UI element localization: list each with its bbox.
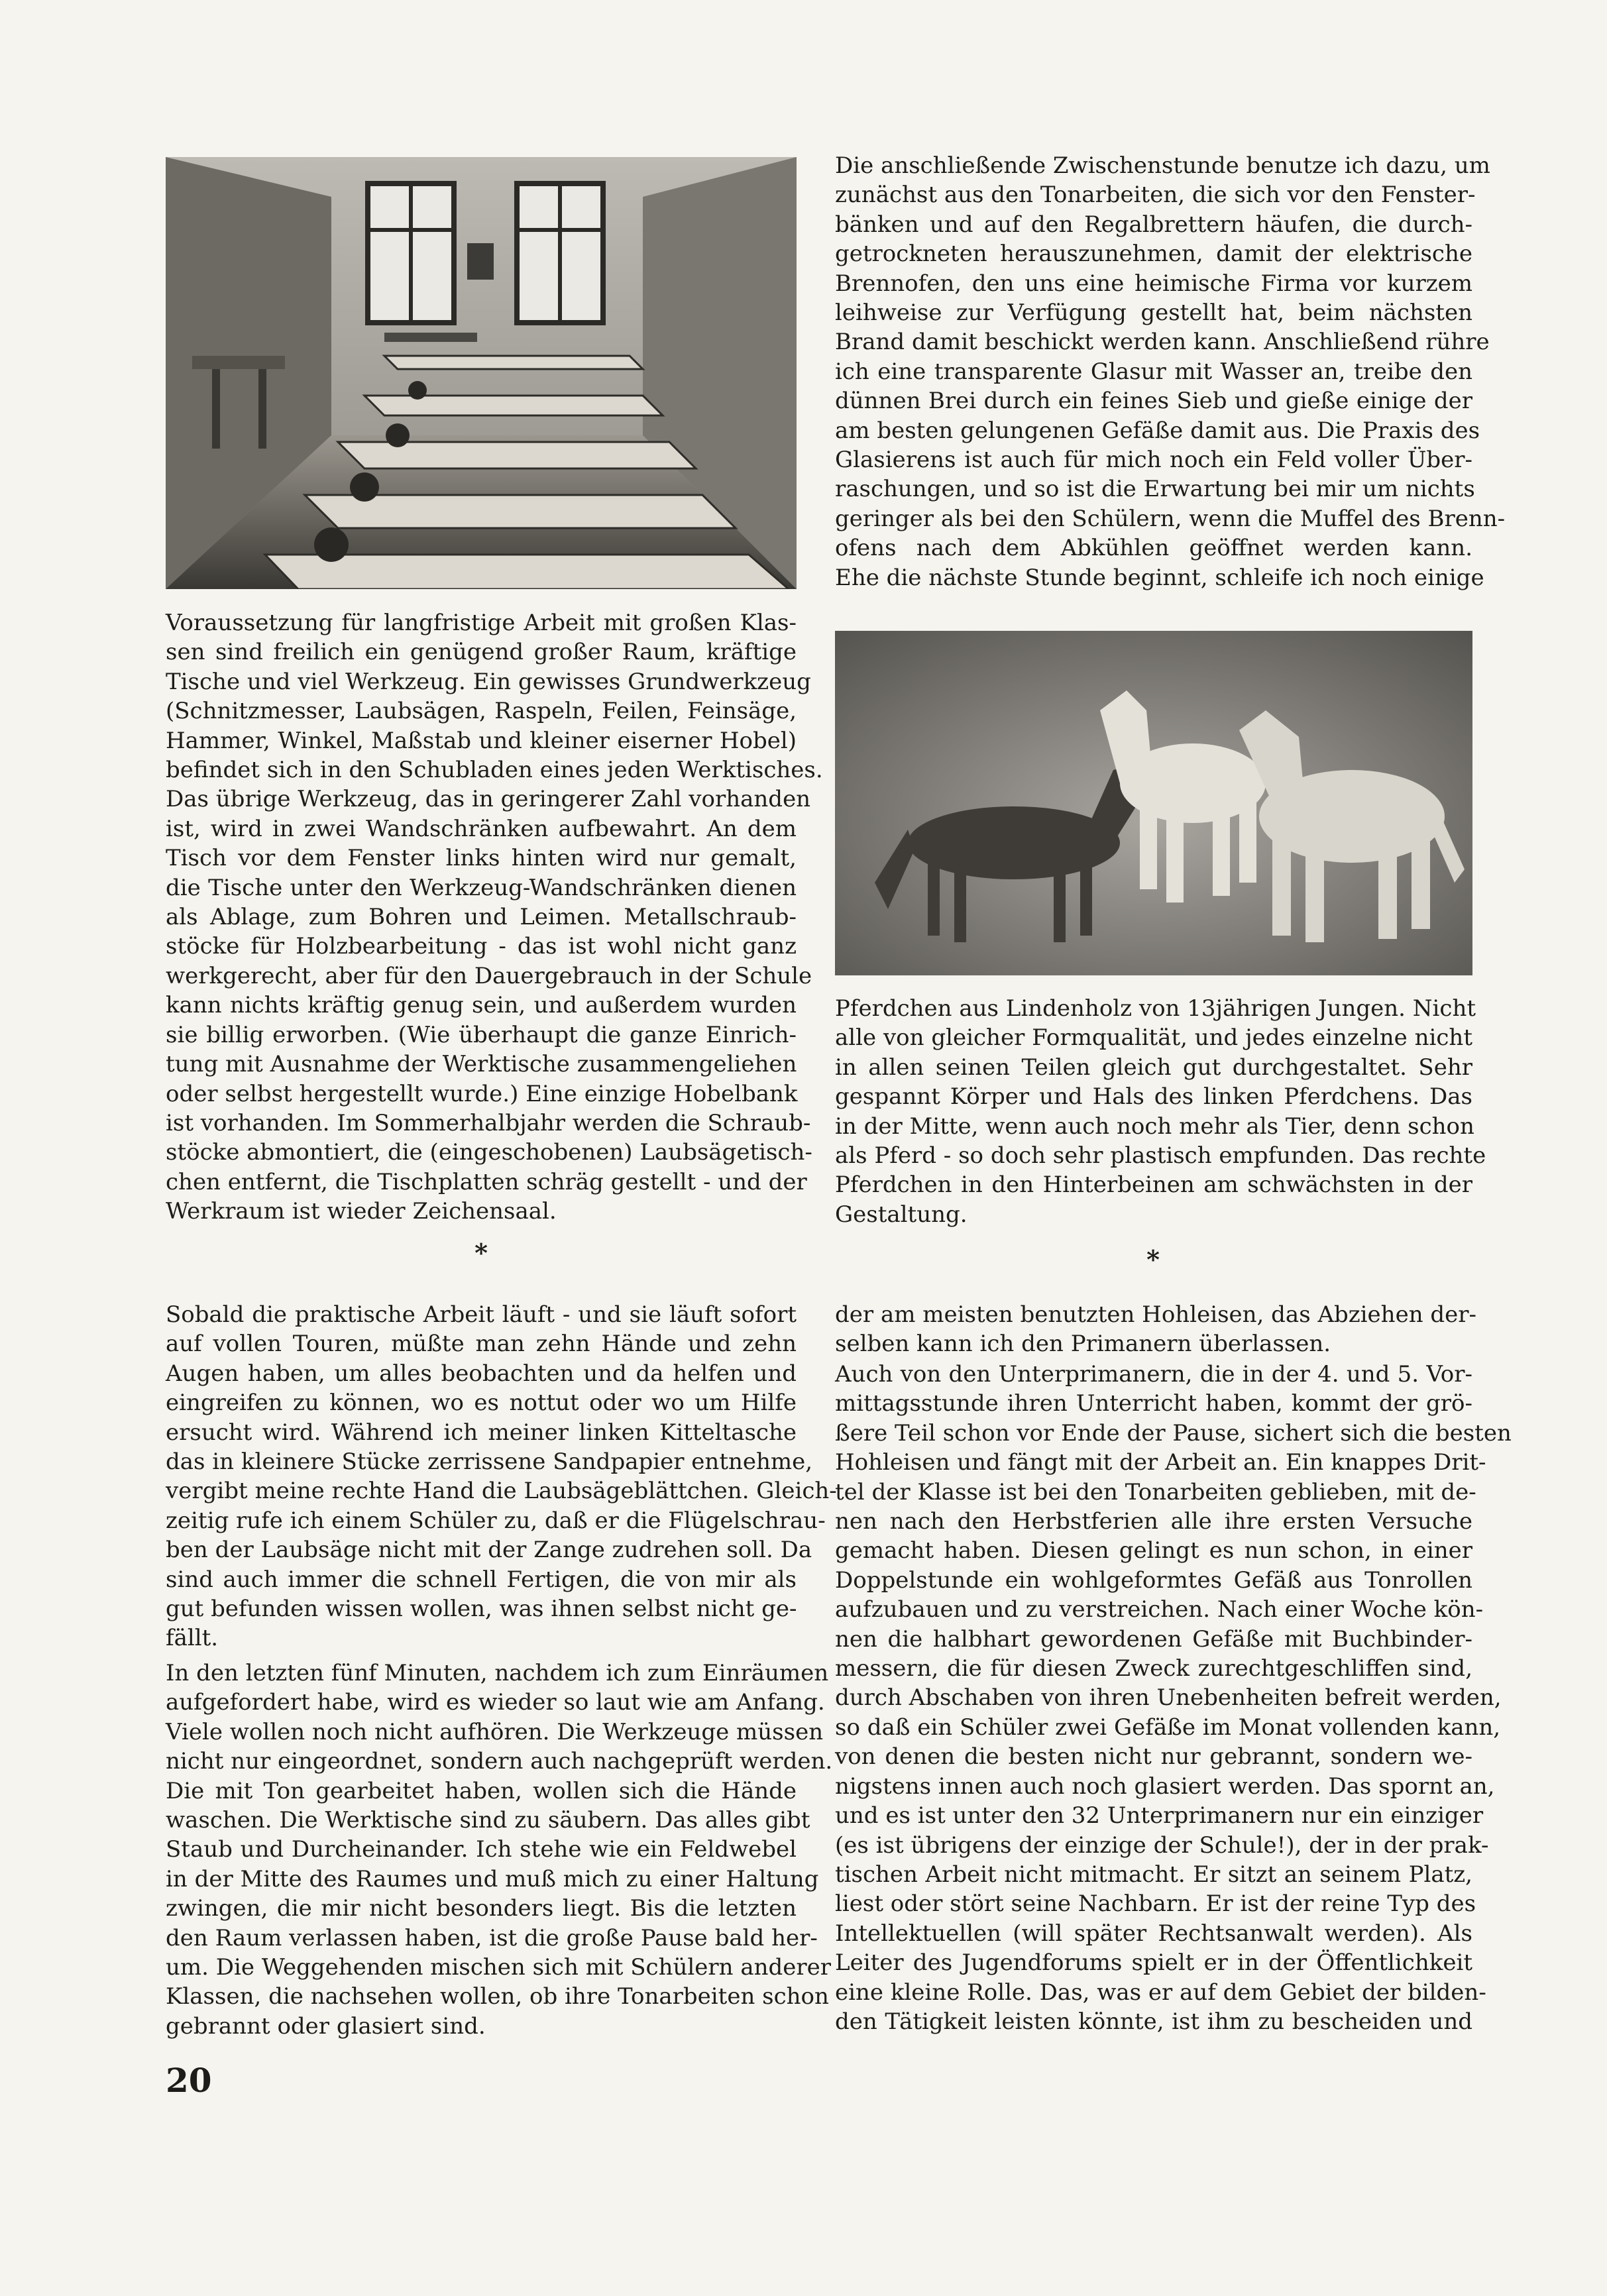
text-line: Viele wollen noch nicht aufhören. Die Werkzeuge müssen	[166, 1718, 824, 1745]
text-line: von denen die besten nicht nur gebrannt, sondern we-	[835, 1743, 1472, 1771]
text-line: nen die halbhart gewordenen Gefäße mit Buchbinder-	[835, 1625, 1472, 1653]
text-line: (Schnitzmesser, Laubsägen, Raspeln, Feilen, Feinsäge,	[166, 698, 797, 725]
text-line: den Raum verlassen haben, ist die große Pause bald her-	[166, 1924, 818, 1951]
text-line: Gestaltung.	[835, 1201, 968, 1228]
text-line: Tische und viel Werkzeug. Ein gewisses Grundwerkzeug	[166, 668, 811, 695]
text-line: tung mit Ausnahme der Werktische zusammengeliehen	[166, 1051, 797, 1078]
text-line: ist vorhanden. Im Sommerhalbjahr werden die Schraub-	[166, 1109, 811, 1136]
text-line: oder selbst hergestellt wurde.) Eine einzige Hobelbank	[166, 1080, 798, 1107]
text-line: werkgerecht, aber für den Dauergebrauch in der Schule	[166, 962, 812, 989]
text-line: in der Mitte des Raumes und muß mich zu einer Haltung	[166, 1865, 819, 1892]
text-line: Hohleisen und fängt mit der Arbeit an. Ein knappes Drit-	[835, 1449, 1486, 1476]
text-line: befindet sich in den Schubladen eines jeden Werktisches.	[166, 757, 823, 784]
text-line: Das übrige Werkzeug, das in geringerer Zahl vorhanden	[166, 786, 811, 813]
text-line: tel der Klasse ist bei den Tonarbeiten geblieben, mit de-	[835, 1478, 1476, 1505]
text-line: selben kann ich den Primanern überlassen.	[835, 1331, 1331, 1358]
text-line: ßere Teil schon vor Ende der Pause, sichert sich die besten	[835, 1419, 1512, 1447]
text-line: als Pferd - so doch sehr plastisch empfunden. Das rechte	[835, 1142, 1486, 1170]
text-line: aufgefordert habe, wird es wieder so laut wie am Anfang.	[166, 1689, 825, 1716]
text-line: der am meisten benutzten Hohleisen, das Abziehen der-	[835, 1301, 1477, 1328]
text-line: ben der Laubsäge nicht mit der Zange zudrehen soll. Da	[166, 1537, 812, 1564]
text-line: dünnen Brei durch ein feines Sieb und gieße einige der	[835, 388, 1472, 415]
text-line: bänken und auf den Regalbrettern häufen, die durch-	[835, 211, 1472, 238]
text-line: tischen Arbeit nicht mitmacht. Er sitzt an seinem Platz,	[835, 1861, 1472, 1888]
page-number: 20	[166, 2061, 212, 2100]
paragraph-kiln-glazing	[835, 151, 1506, 592]
text-line: (es ist übrigens der einzige der Schule!), der in der prak-	[835, 1831, 1489, 1859]
paragraph-unterprimaner	[835, 1360, 1512, 2036]
text-line: eine kleine Rolle. Das, was er auf dem Gebiet der bilden-	[835, 1979, 1486, 2006]
text-line: In den letzten fünf Minuten, nachdem ich zum Einräumen	[166, 1660, 829, 1686]
text-line: ich eine transparente Glasur mit Wasser an, treibe den	[835, 358, 1472, 385]
text-line: Auch von den Unterprimanern, die in der 4. und 5. Vor-	[835, 1361, 1472, 1388]
text-line: chen entfernt, die Tischplatten schräg gestellt - und der	[166, 1168, 807, 1195]
text-line: die Tische unter den Werkzeug-Wandschränken dienen	[166, 874, 797, 901]
text-line: so daß ein Schüler zwei Gefäße im Monat vollenden kann,	[835, 1714, 1501, 1741]
text-line: getrockneten herauszunehmen, damit der elektrische	[835, 241, 1472, 268]
paragraph-hohleisen	[835, 1300, 1477, 1359]
text-line: Hammer, Winkel, Maßstab und kleiner eiserner Hobel)	[166, 727, 797, 754]
text-line: Die mit Ton gearbeitet haben, wollen sich die Hände	[166, 1777, 797, 1804]
text-line: Intellektuellen (will später Rechtsanwalt werden). Als	[835, 1920, 1472, 1947]
text-line: das in kleinere Stücke zerrissene Sandpapier entnehme,	[166, 1449, 813, 1476]
paragraph-workroom-equipment	[166, 608, 823, 1227]
text-line: ersucht wird. Während ich meiner linken Kitteltasche	[166, 1419, 797, 1446]
text-line: Sobald die praktische Arbeit läuft - und sie läuft sofort	[166, 1301, 797, 1328]
text-line: Pferdchen aus Lindenholz von 13jährigen Jungen. Nicht	[835, 995, 1476, 1022]
text-line: vergibt meine rechte Hand die Laubsägeblättchen. Gleich-	[166, 1478, 837, 1505]
text-line: Die anschließende Zwischenstunde benutze ich dazu, um	[835, 152, 1490, 179]
text-line: mittagsstunde ihren Unterricht haben, kommt der grö-	[835, 1390, 1472, 1417]
text-line: sen sind freilich ein genügend großer Raum, kräftige	[166, 639, 797, 666]
text-line: messern, die für diesen Zweck zurechtgeschliffen sind,	[835, 1655, 1472, 1682]
workshop-classroom-photo	[166, 157, 797, 589]
text-line: Leiter des Jugendforums spielt er in der Öffentlichkeit	[835, 1949, 1472, 1977]
text-line: Pferdchen in den Hinterbeinen am schwächsten in der	[835, 1172, 1472, 1199]
text-line: am besten gelungenen Gefäße damit aus. Die Praxis des	[835, 417, 1480, 444]
text-line: und es ist unter den 32 Unterprimanern nur ein einziger	[835, 1802, 1484, 1830]
text-line: Werkraum ist wieder Zeichensaal.	[166, 1198, 557, 1225]
wooden-horses-photo	[835, 631, 1472, 975]
text-line: leihweise zur Verfügung gestellt hat, beim nächsten	[835, 300, 1472, 327]
text-line: in der Mitte, wenn auch noch mehr als Tier, denn schon	[835, 1113, 1474, 1140]
caption-horses	[835, 994, 1486, 1229]
text-line: nen nach den Herbstferien alle ihre ersten Versuche	[835, 1508, 1472, 1535]
text-line: zwingen, die mir nicht besonders liegt. Bis die letzten	[166, 1895, 797, 1922]
text-line: gespannt Körper und Hals des linken Pferdchens. Das	[835, 1083, 1472, 1111]
text-line: liest oder stört seine Nachbarn. Er ist der reine Typ des	[835, 1890, 1476, 1918]
text-line: Voraussetzung für langfristige Arbeit mit großen Klas-	[166, 610, 797, 636]
text-line: ist, wird in zwei Wandschränken aufbewahrt. An dem	[166, 815, 797, 842]
text-line: zunächst aus den Tonarbeiten, die sich vor den Fenster-	[835, 182, 1476, 209]
section-separator-right: *	[1146, 1244, 1160, 1274]
text-line: Ehe die nächste Stunde beginnt, schleife ich noch einige	[835, 564, 1484, 591]
text-line: eingreifen zu können, wo es nottut oder wo um Hilfe	[166, 1390, 797, 1417]
text-line: als Ablage, zum Bohren und Leimen. Metallschraub-	[166, 904, 797, 931]
text-line: Doppelstunde ein wohlgeformtes Gefäß aus Tonrollen	[835, 1566, 1472, 1594]
text-line: geringer als bei den Schülern, wenn die Muffel des Brenn-	[835, 505, 1506, 532]
section-separator-left: *	[474, 1238, 488, 1268]
text-line: fällt.	[166, 1625, 219, 1652]
text-line: Klassen, die nachsehen wollen, ob ihre Tonarbeiten schon	[166, 1983, 829, 2010]
text-line: in allen seinen Teilen gleich gut durchgestaltet. Sehr	[835, 1054, 1472, 1081]
text-line: Brennofen, den uns eine heimische Firma vor kurzem	[835, 270, 1472, 297]
text-line: gut befunden wissen wollen, was ihnen selbst nicht ge-	[166, 1596, 797, 1623]
text-line: auf vollen Touren, müßte man zehn Hände und zehn	[166, 1331, 797, 1358]
text-line: Brand damit beschickt werden kann. Anschließend rühre	[835, 329, 1490, 356]
text-line: nicht nur eingeordnet, sondern auch nachgeprüft werden.	[166, 1748, 833, 1775]
text-line: Glasierens ist auch für mich noch ein Feld voller Über-	[835, 447, 1472, 474]
text-line: sind auch immer die schnell Fertigen, die von mir als	[166, 1566, 797, 1593]
text-line: waschen. Die Werktische sind zu säubern. Das alles gibt	[166, 1807, 810, 1834]
text-line: durch Abschaben von ihren Unebenheiten befreit werden,	[835, 1684, 1502, 1712]
text-line: stöcke für Holzbearbeitung - das ist wohl nicht ganz	[166, 933, 797, 960]
text-line: nigstens innen auch noch glasiert werden. Das spornt an,	[835, 1773, 1495, 1800]
text-line: raschungen, und so ist die Erwartung bei mir um nichts	[835, 476, 1475, 503]
text-line: gebrannt oder glasiert sind.	[166, 2012, 486, 2040]
text-line: alle von gleicher Formqualität, und jedes einzelne nicht	[835, 1024, 1472, 1052]
text-line: Staub und Durcheinander. Ich stehe wie ein Feldwebel	[166, 1836, 797, 1863]
text-line: um. Die Weggehenden mischen sich mit Schülern anderer	[166, 1954, 832, 1981]
text-line: den Tätigkeit leisten könnte, ist ihm zu bescheiden und	[835, 2008, 1472, 2035]
text-line: aufzubauen und zu verstreichen. Nach einer Woche kön-	[835, 1596, 1484, 1623]
text-line: kann nichts kräftig genug sein, und außerdem wurden	[166, 992, 797, 1019]
text-line: sie billig erworben. (Wie überhaupt die ganze Einrich-	[166, 1021, 797, 1048]
text-line: Augen haben, um alles beobachten und da helfen und	[166, 1360, 797, 1387]
text-line: stöcke abmontiert, die (eingeschobenen) Laubsägetisch-	[166, 1139, 812, 1166]
paragraph-cleanup	[166, 1659, 833, 2041]
text-line: zeitig rufe ich einem Schüler zu, daß er die Flügelschrau-	[166, 1507, 826, 1534]
paragraph-practical-work	[166, 1300, 837, 1653]
text-line: ofens nach dem Abkühlen geöffnet werden kann.	[835, 535, 1472, 562]
text-line: gemacht haben. Diesen gelingt es nun schon, in einer	[835, 1537, 1472, 1564]
text-line: Tisch vor dem Fenster links hinten wird nur gemalt,	[166, 845, 797, 872]
